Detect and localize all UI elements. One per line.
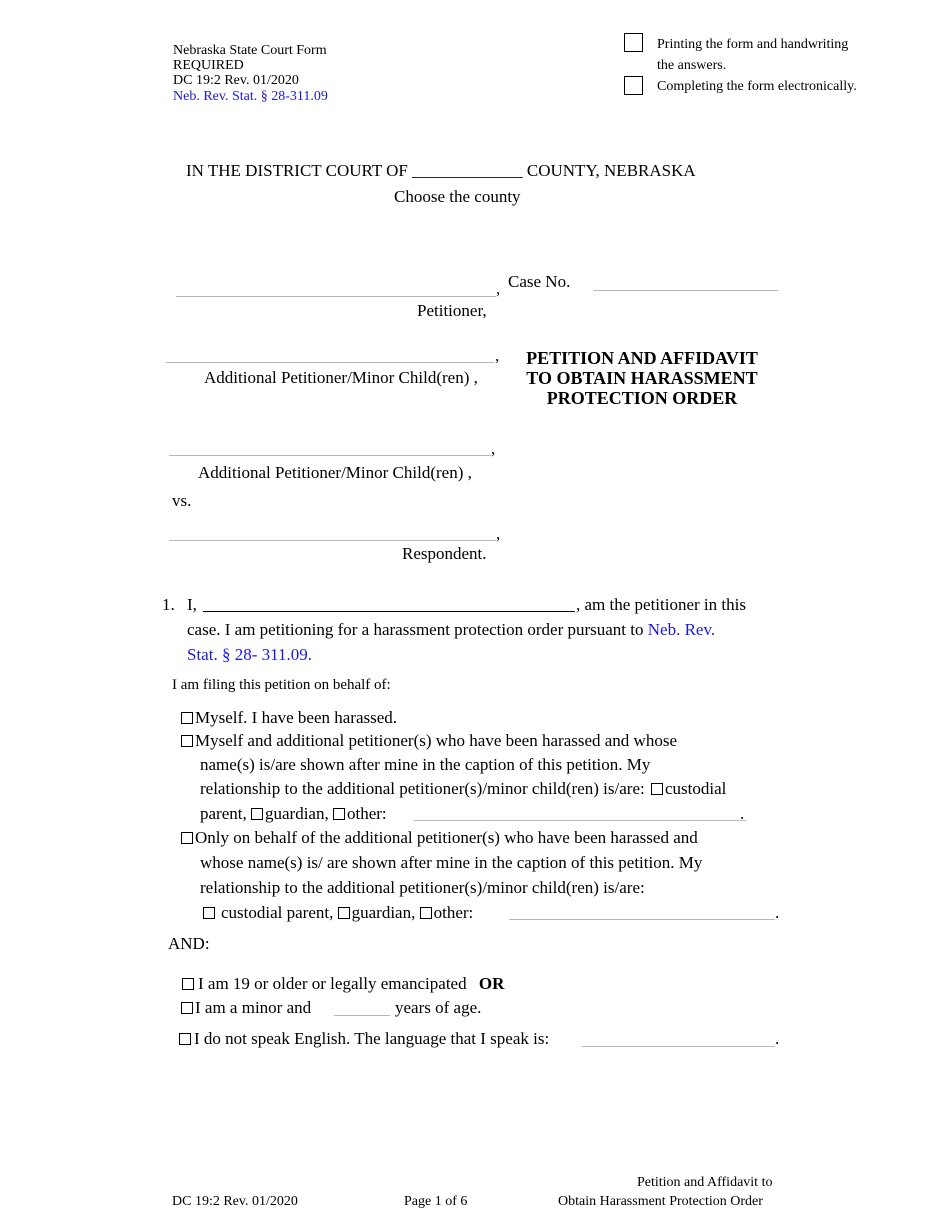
form-number: DC 19:2 Rev. 01/2020 xyxy=(173,73,299,88)
additional-petitioner-1-label: Additional Petitioner/Minor Child(ren) , xyxy=(204,368,478,387)
filing-on-behalf-label: I am filing this petition on behalf of: xyxy=(172,677,391,693)
court-heading xyxy=(186,161,696,181)
option-myself[interactable] xyxy=(181,708,397,728)
and-label: AND: xyxy=(168,934,210,953)
language-field[interactable] xyxy=(582,1046,775,1047)
guardian-label-2: guardian, xyxy=(351,903,416,922)
court-prefix: IN THE DISTRICT COURT OF xyxy=(186,161,408,180)
custodial-parent-checkbox[interactable] xyxy=(203,907,215,919)
i-suffix: , am the petitioner in this xyxy=(576,595,746,614)
only-additional-line-3: relationship to the additional petitioner(s)/minor child(ren) is/are: xyxy=(200,878,645,897)
county-hint: Choose the county xyxy=(394,187,521,206)
option-myself-additional[interactable] xyxy=(181,731,677,751)
respondent-label: Respondent. xyxy=(402,544,487,563)
additional-petitioner-2-label: Additional Petitioner/Minor Child(ren) , xyxy=(198,463,472,482)
electronic-form-label: Completing the form electronically. xyxy=(657,79,857,94)
relationship-text: relationship to the additional petitioner(s)/minor child(ren) is/are: xyxy=(200,779,645,798)
print-form-label: Printing the form and handwriting xyxy=(657,37,849,52)
myself-additional-line-2: name(s) is/are shown after mine in the caption of this petition. My xyxy=(200,755,651,774)
custodial-parent-label: custodial parent, xyxy=(221,903,334,922)
statute-link-part2[interactable]: Stat. § 28- 311.09. xyxy=(187,645,312,664)
myself-additional-line-1: Myself and additional petitioner(s) who have been harassed and whose xyxy=(195,731,677,750)
other-relationship-field-2[interactable] xyxy=(509,919,775,920)
period: . xyxy=(775,903,780,922)
other-label-2: other: xyxy=(433,903,474,922)
only-additional-line-1: Only on behalf of the additional petitioner(s) who have been harassed and xyxy=(195,828,698,847)
or-label: OR xyxy=(478,974,505,993)
language-option[interactable] xyxy=(179,1029,549,1049)
age-19-checkbox[interactable] xyxy=(182,978,194,990)
other-label: other: xyxy=(346,804,387,823)
guardian-checkbox-2[interactable] xyxy=(338,907,350,919)
comma: , xyxy=(491,439,496,458)
language-checkbox[interactable] xyxy=(179,1033,191,1045)
other-relationship-field[interactable] xyxy=(414,820,746,821)
footer-title-line-2: Obtain Harassment Protection Order xyxy=(558,1194,763,1209)
respondent-name-field[interactable] xyxy=(169,540,496,541)
myself-checkbox[interactable] xyxy=(181,712,193,724)
minor-prefix: I am a minor and xyxy=(195,998,312,1017)
petitioner-name-field[interactable] xyxy=(176,296,496,297)
period: . xyxy=(775,1029,780,1048)
title-line-2: TO OBTAIN HARASSMENT xyxy=(526,368,758,388)
minor-option[interactable] xyxy=(181,998,311,1018)
statute-link[interactable]: Neb. Rev. Stat. § 28-311.09 xyxy=(173,89,328,104)
title-line-1: PETITION AND AFFIDAVIT xyxy=(526,348,758,368)
required-label: REQUIRED xyxy=(173,58,244,73)
custodial-checkbox[interactable] xyxy=(651,783,663,795)
petitioner-full-name-field[interactable] xyxy=(203,611,575,612)
petitioner-label: Petitioner, xyxy=(417,301,487,320)
additional-petitioner-1-field[interactable] xyxy=(166,362,494,363)
title-line-3: PROTECTION ORDER xyxy=(546,388,738,408)
print-form-label-cont: the answers. xyxy=(657,58,727,73)
parent-label: parent, xyxy=(200,804,247,823)
additional-petitioner-2-field[interactable] xyxy=(169,455,491,456)
other-checkbox-2[interactable] xyxy=(420,907,432,919)
section1-line2-text: case. I am petitioning for a harassment protection order pursuant to xyxy=(187,620,644,639)
relationship-row-1 xyxy=(200,804,387,824)
guardian-checkbox[interactable] xyxy=(251,808,263,820)
option-only-additional[interactable] xyxy=(181,828,698,848)
age-19-label: I am 19 or older or legally emancipated xyxy=(198,974,467,993)
footer-form-number: DC 19:2 Rev. 01/2020 xyxy=(172,1194,298,1209)
myself-label: Myself. I have been harassed. xyxy=(195,708,398,727)
minor-suffix: years of age. xyxy=(395,998,482,1017)
relationship-row-2 xyxy=(203,903,473,923)
minor-checkbox[interactable] xyxy=(181,1002,193,1014)
custodial-label: custodial xyxy=(664,779,727,798)
section1-line2 xyxy=(187,620,715,640)
document-title xyxy=(512,348,772,408)
section-number: 1. xyxy=(162,595,175,614)
guardian-label: guardian, xyxy=(264,804,329,823)
court-suffix: COUNTY, NEBRASKA xyxy=(526,161,696,180)
footer-page-number: Page 1 of 6 xyxy=(404,1194,468,1209)
only-additional-checkbox[interactable] xyxy=(181,832,193,844)
footer-title-line-1: Petition and Affidavit to xyxy=(637,1175,773,1190)
myself-additional-line-3 xyxy=(200,779,726,799)
comma: , xyxy=(495,346,500,365)
other-checkbox[interactable] xyxy=(333,808,345,820)
comma: , xyxy=(496,524,501,543)
myself-additional-checkbox[interactable] xyxy=(181,735,193,747)
print-form-checkbox[interactable] xyxy=(624,33,643,52)
comma: , xyxy=(496,279,501,298)
vs-label: vs. xyxy=(172,491,192,510)
case-no-label: Case No. xyxy=(508,272,571,291)
language-label: I do not speak English. The language that I speak is: xyxy=(194,1029,550,1048)
statute-link-part1[interactable]: Neb. Rev. xyxy=(647,620,716,639)
county-field[interactable]: _____________ xyxy=(412,161,523,180)
age-19-option[interactable] xyxy=(182,974,504,994)
case-no-field[interactable] xyxy=(593,290,778,291)
only-additional-line-2: whose name(s) is/ are shown after mine in the caption of this petition. My xyxy=(200,853,703,872)
electronic-form-checkbox[interactable] xyxy=(624,76,643,95)
minor-age-field[interactable] xyxy=(334,1015,390,1016)
period: . xyxy=(740,804,745,823)
i-prefix: I, xyxy=(187,595,197,614)
form-name: Nebraska State Court Form xyxy=(173,43,327,58)
